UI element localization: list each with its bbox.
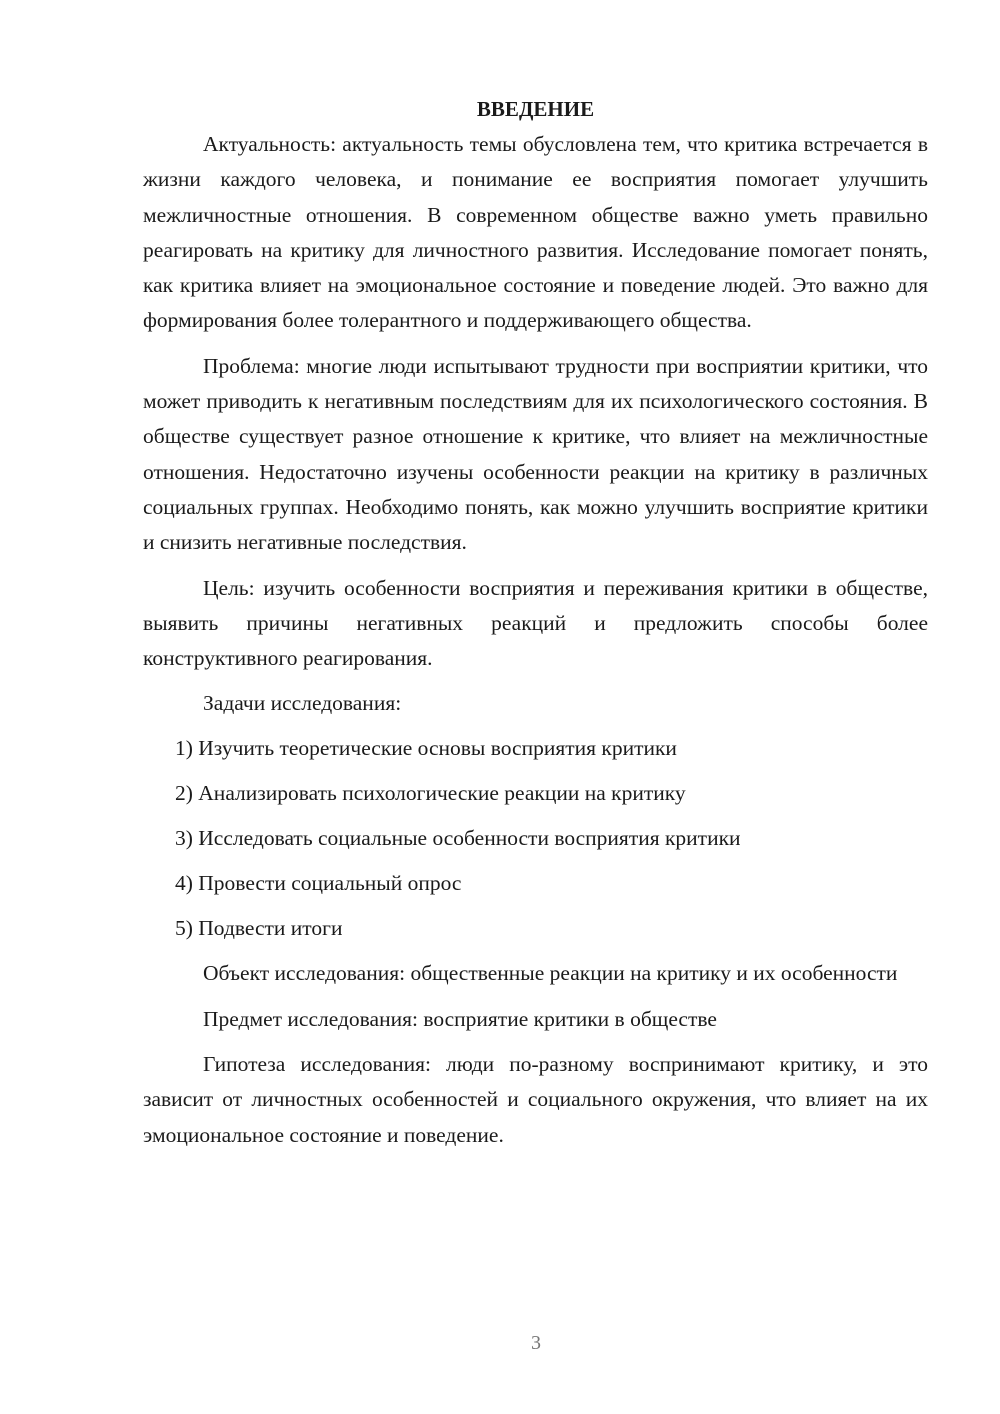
task-item: 5) Подвести итоги: [175, 916, 343, 941]
task-item: 4) Провести социальный опрос: [175, 871, 462, 896]
page-number: 3: [531, 1332, 541, 1354]
goal-paragraph: Цель: изучить особенности восприятия и переживания критики в обществе, выявить причины негативных реакций и предложить способы более конструктивного реагирования.: [143, 575, 928, 671]
document-page: [143, 92, 928, 1163]
hypothesis-paragraph: Гипотеза исследования: люди по-разному воспринимают критику, и это зависит от личностных особенностей и социального окружения, что влияет на их эмоциональное состояние и поведение.: [143, 1052, 928, 1147]
page-title: ВВЕДЕНИЕ: [476, 97, 595, 121]
task-item: 1) Изучить теоретические основы восприятия критики: [175, 736, 677, 761]
object-paragraph: Объект исследования: общественные реакции на критику и их особенности: [203, 961, 898, 986]
relevance-paragraph: Актуальность: актуальность темы обусловлена тем, что критика встречается в жизни каждого человека, и понимание ее восприятия помогает улучшить межличностные отношения. В современном обществе важно уметь правильно реагировать на критику для личностного развития. Исследование помогает понять, как критика влияет на эмоциональное состояние и поведение людей. Это важно для формирования более толерантного и поддерживающего общества.: [143, 132, 928, 333]
task-item: 2) Анализировать психологические реакции на критику: [175, 781, 686, 806]
problem-paragraph: Проблема: многие люди испытывают трудности при восприятии критики, что может приводить к негативным последствиям для их психологического состояния. В обществе существует разное отношение к критике, что влияет на межличностные отношения. Недостаточно изучены особенности реакции на критику в различных социальных группах. Необходимо понять, как можно улучшить восприятие критики и снизить негативные последствия.: [143, 353, 928, 555]
task-list: [143, 731, 928, 946]
task-item: 3) Исследовать социальные особенности восприятия критики: [175, 826, 741, 851]
subject-paragraph: Предмет исследования: восприятие критики в обществе: [203, 1006, 717, 1031]
tasks-heading: Задачи исследования:: [203, 691, 402, 716]
